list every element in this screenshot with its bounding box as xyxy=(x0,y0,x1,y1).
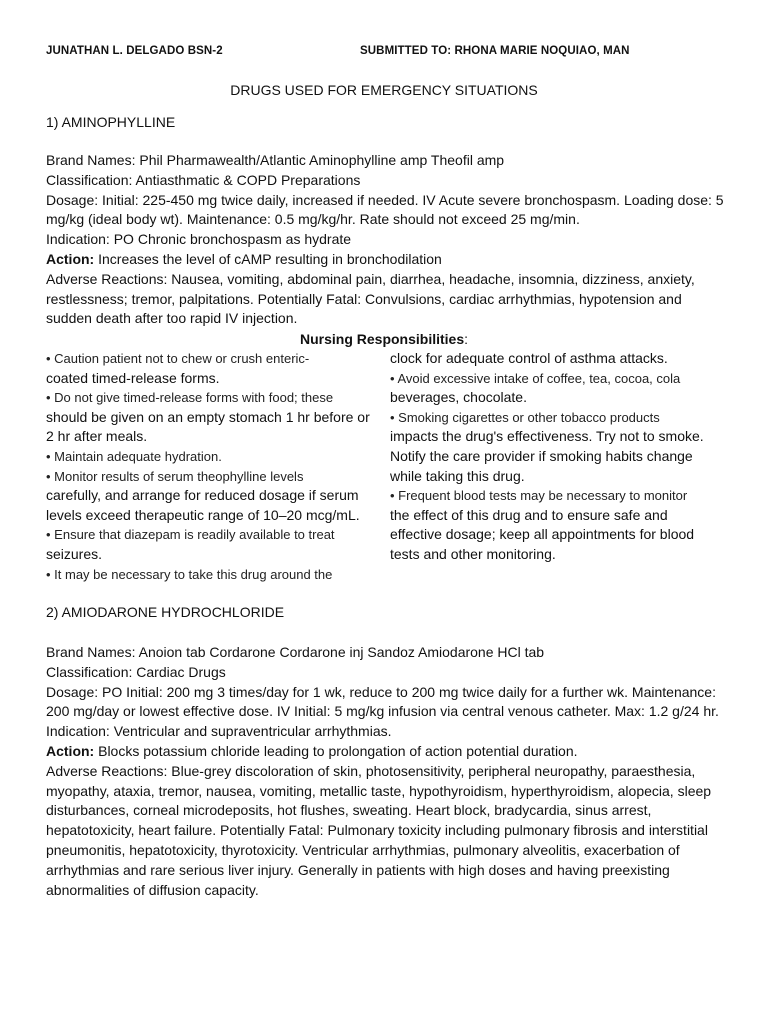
nursing-item-bullet: • Avoid excessive intake of coffee, tea, cocoa, cola xyxy=(390,370,681,386)
nursing-item xyxy=(46,388,376,447)
drug2-brand: Brand Names: Anoion tab Cordarone Cordarone inj Sandoz Amiodarone HCl tab xyxy=(46,644,545,660)
nursing-item xyxy=(390,369,720,408)
nursing-item xyxy=(46,525,376,564)
drug1-heading: 1) AMINOPHYLLINE xyxy=(46,114,176,130)
nursing-item xyxy=(390,349,720,369)
drug1-brand: Brand Names: Phil Pharmawealth/Atlantic Aminophylline amp Theofil amp xyxy=(46,152,505,168)
drug2-action-text: Blocks potassium chloride leading to prolongation of action potential duration. xyxy=(94,742,578,759)
nursing-item-rest: should be given on an empty stomach 1 hr before or 2 hr after meals. xyxy=(46,408,370,445)
drug2-dosage: Dosage: PO Initial: 200 mg 3 times/day for 1 wk, reduce to 200 mg twice daily for a further wk. Maintenance: 200 mg/day or lowest effective dose. IV Initial: 5 mg/kg infusion via central venous catheter. Max: 1.2 g/24 hr. xyxy=(46,683,719,720)
nursing-responsibilities-title xyxy=(0,331,768,347)
nursing-item-rest: seizures. xyxy=(46,545,103,562)
drug1-adverse: Adverse Reactions: Nausea, vomiting, abdominal pain, diarrhea, headache, insomnia, dizziness, anxiety, restlessness; tremor, palpitations. Potentially Fatal: Convulsions, cardiac arrhythmias, hypotension and sudden death after too rapid IV injection. xyxy=(46,270,695,327)
drug2-action-label: Action: xyxy=(46,742,95,759)
drug1-details xyxy=(46,151,726,329)
nursing-item-bullet: • Caution patient not to chew or crush enteric- xyxy=(46,351,310,366)
nursing-colon: : xyxy=(464,331,469,347)
nursing-item-rest: the effect of this drug and to ensure safe and effective dosage; keep all appointments for blood tests and other monitoring. xyxy=(390,506,695,562)
nursing-label: Nursing Responsibilities xyxy=(299,331,465,347)
nursing-item xyxy=(390,408,720,486)
drug1-classification: Classification: Antiasthmatic & COPD Preparations xyxy=(46,171,361,188)
nursing-item-bullet: • Do not give timed-release forms with food; these xyxy=(46,390,334,406)
nursing-item-bullet: • Ensure that diazepam is readily available to treat xyxy=(46,527,335,543)
nursing-item-rest: clock for adequate control of asthma attacks. xyxy=(390,350,668,366)
drug2-classification: Classification: Cardiac Drugs xyxy=(46,663,226,680)
nursing-item-rest: beverages, chocolate. xyxy=(390,389,527,406)
drug1-action-text: Increases the level of cAMP resulting in bronchodilation xyxy=(94,250,442,267)
nursing-item-rest: carefully, and arrange for reduced dosage if serum levels exceed therapeutic range of 10–20 mcg/mL. xyxy=(46,487,360,523)
nursing-item-rest: coated timed-release forms. xyxy=(46,369,220,386)
drug2-action xyxy=(46,742,726,762)
drug1-dosage: Dosage: Initial: 225-450 mg twice daily, increased if needed. IV Acute severe bronchospasm. Loading dose: 5 mg/kg (ideal body wt). Maintenance: 0.5 mg/kg/hr. Rate should not exceed 25 mg/min. xyxy=(46,191,724,228)
nursing-item-bullet: • It may be necessary to take this drug around the xyxy=(46,566,333,582)
nursing-right-column xyxy=(390,349,720,565)
nursing-left-column xyxy=(46,349,376,584)
drug2-details xyxy=(46,643,726,900)
document-title: DRUGS USED FOR EMERGENCY SITUATIONS xyxy=(230,82,538,98)
drug1-indication: Indication: PO Chronic bronchospasm as hydrate xyxy=(46,231,352,248)
submitted-to-header: SUBMITTED TO: RHONA MARIE NOQUIAO, MAN xyxy=(360,45,630,57)
drug2-heading: 2) AMIODARONE HYDROCHLORIDE xyxy=(46,604,285,620)
nursing-item xyxy=(46,467,376,526)
drug2-indication: Indication: Ventricular and supraventricular arrhythmias. xyxy=(46,723,392,740)
drug1-action-label: Action: xyxy=(46,250,95,267)
nursing-item-bullet: • Monitor results of serum theophylline levels xyxy=(46,468,304,484)
drug1-action xyxy=(46,250,726,270)
nursing-item-bullet: • Maintain adequate hydration. xyxy=(46,448,222,464)
author-header: JUNATHAN L. DELGADO BSN-2 xyxy=(46,45,223,57)
nursing-item xyxy=(46,349,376,388)
nursing-item-rest: impacts the drug's effectiveness. Try not to smoke. Notify the care provider if smoking habits change while taking this drug. xyxy=(390,428,704,484)
nursing-item-bullet: • Smoking cigarettes or other tobacco products xyxy=(390,409,660,425)
nursing-item-bullet: • Frequent blood tests may be necessary to monitor xyxy=(390,488,688,504)
nursing-item xyxy=(390,486,720,564)
nursing-item xyxy=(46,565,376,585)
nursing-item xyxy=(46,447,376,467)
drug2-adverse: Adverse Reactions: Blue-grey discoloration of skin, photosensitivity, peripheral neuropathy, paraesthesia, myopathy, ataxia, tremor, nausea, vomiting, metallic taste, hypothyroidism, hyperthyroidism, alopecia, sleep disturbances, corneal microdeposits, hot flushes, sweating. Heart block, bradycardia, sinus arrest, hepatotoxicity, heart failure. Potentially Fatal: Pulmonary toxicity including pulmonary fibrosis and interstitial pneumonitis, hepatotoxicity, thyrotoxicity. Ventricular arrhythmias, pulmonary alveolitis, exacerbation of arrhythmias and rare serious liver injury. Generally in patients with high doses and having preexisting abnormalities of diffusion capacity. xyxy=(46,762,712,898)
